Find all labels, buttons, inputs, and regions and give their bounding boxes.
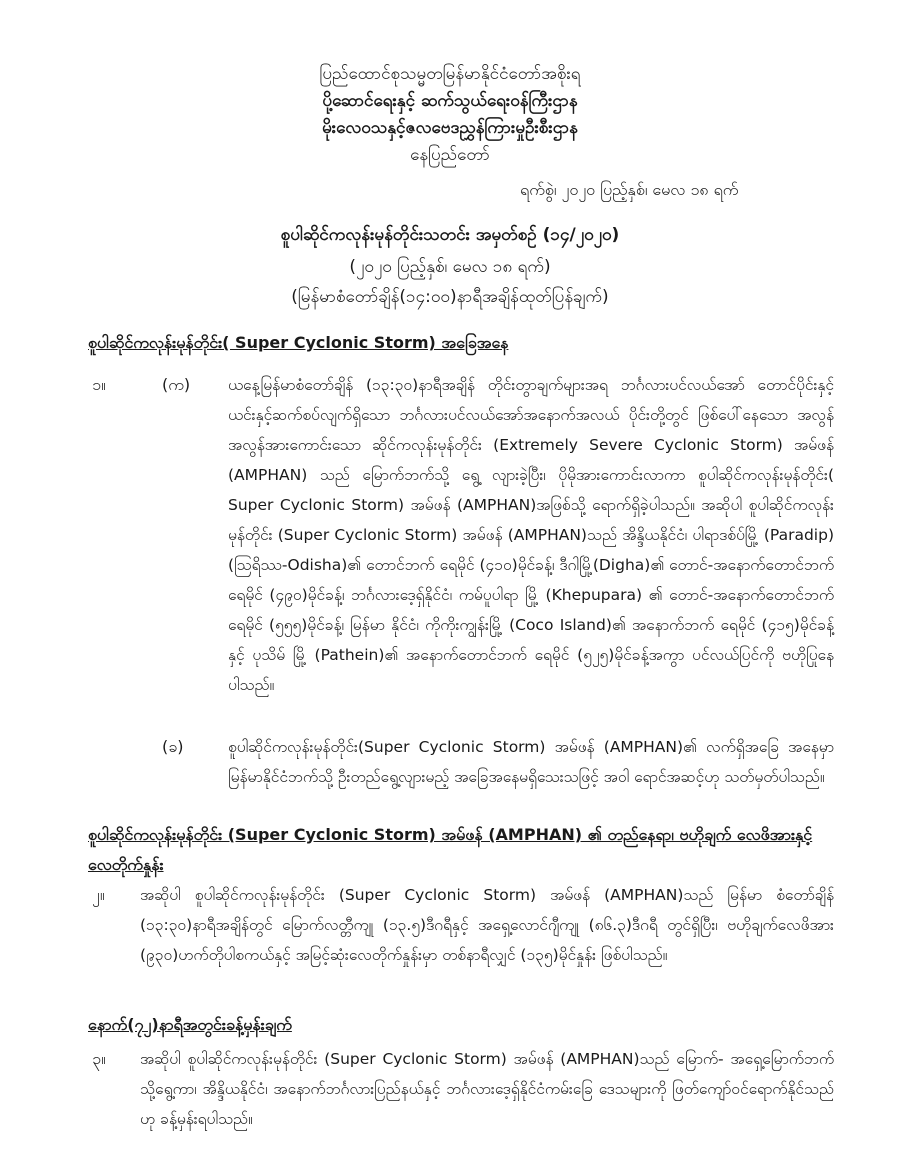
section2-text: အဆိုပါ စူပါဆိုင်ကလုန်းမုန်တိုင်း (Super Cyclonic Storm) အမ်ဖန် (AMPHAN)သည် မြန်မာ စံတော်ချိန် (၁၃:၃၀)နာရီအချိန်တွင် မြောက်လတ္တီကျု (၁၃.၅)ဒီဂရီနှင့် အရှေ့လောင်ဂျီကျု (၈၆.၃)ဒီဂရီ တွင်ရှိပြီး၊ ဗဟိုချက်လေဖိအား (၉၃၀)ဟက်တိုပါစကယ်နှင့် အမြင့်ဆုံးလေတိုက်နှုန်းမှာ တစ်နာရီလျှင် (၁၃၅)မိုင်နှုန်း ဖြစ်ပါသည်။: [140, 886, 834, 964]
city-name: နေပြည်တော်: [410, 145, 490, 165]
bulletin-issue-time: (မြန်မာစံတော်ချိန်(၁၄:၀၀)နာရီအချိန်ထုတ်ပြန်ချက်): [291, 287, 609, 307]
bulletin-title: စူပါဆိုင်ကလုန်းမုန်တိုင်းသတင်း အမှတ်စဉ် (၁၄/၂၀၂၀): [280, 225, 620, 245]
government-title: ပြည်ထောင်စုသမ္မတမြန်မာနိုင်ငံတော်အစိုးရ: [319, 64, 581, 84]
section3-number: ၃။: [92, 1049, 106, 1068]
section3-text: အဆိုပါ စူပါဆိုင်ကလုန်းမုန်တိုင်း (Super Cyclonic Storm) အမ်ဖန် (AMPHAN)သည် မြောက်- အရှေ့မြောက်ဘက်သို့ရွေ့ကာ၊ အိန္ဒိယနိုင်ငံ၊ အနောက်ဘင်္ဂလားပြည်နယ်နှင့် ဘင်္ဂလားဒေ့ရှ်နိုင်ငံကမ်းခြေ ဒေသများကို ဖြတ်ကျော်ဝင်ရောက်နိုင်သည်ဟု ခန့်မှန်းရပါသည်။: [140, 1050, 834, 1128]
section1b-text: စူပါဆိုင်ကလုန်းမုန်တိုင်း(Super Cyclonic Storm) အမ်ဖန် (AMPHAN)၏ လက်ရှိအခြေ အနေမှာ မြန်မာနိုင်ငံဘက်သို့ ဦးတည်ရွေ့လျားမည့် အခြေအနေမရှိသေးသဖြင့် အဝါ ရောင်အဆင့်ဟု သတ်မှတ်ပါသည်။: [228, 738, 834, 786]
section1a-text: ယနေ့မြန်မာစံတော်ချိန် (၁၃:၃၀)နာရီအချိန် တိုင်းတွာချက်များအရ ဘင်္ဂလားပင်လယ်အော် တောင်ပိုင်းနှင့် ယင်းနှင့်ဆက်စပ်လျက်ရှိသော ဘင်္ဂလားပင်လယ်အော်အနောက်အလယ် ပိုင်းတို့တွင် ဖြစ်ပေါ်နေသော အလွန်အလွန်အားကောင်းသော ဆိုင်ကလုန်းမုန်တိုင်း (Extremely Severe Cyclonic Storm) အမ်ဖန် (AMPHAN) သည် မြောက်ဘက်သို့ ရွေ့ လျားခဲ့ပြီး၊ ပိုမိုအားကောင်းလာကာ စူပါဆိုင်ကလုန်းမုန်တိုင်း( Super Cyclonic Storm) အမ်ဖန် (AMPHAN)အဖြစ်သို့ ရောက်ရှိခဲ့ပါသည်။ အဆိုပါ စူပါဆိုင်ကလုန်းမုန်တိုင်း (Super Cyclonic Storm) အမ်ဖန် (AMPHAN)သည် အိန္ဒိယနိုင်ငံ၊ ပါရာဒစ်ပ်မြို့ (Paradip) (ဩရိဿ-Odisha)၏ တောင်ဘက် ရေမိုင် (၄၁၀)မိုင်ခန့်၊ ဒီဂါမြို့(Digha)၏ တောင်-အနောက်တောင်ဘက် ရေမိုင် (၄၉၀)မိုင်ခန့်၊ ဘင်္ဂလားဒေ့ရှ်နိုင်ငံ၊ ကမ်ပူပါရာ မြို့ (Khepupara) ၏ တောင်-အနောက်တောင်ဘက် ရေမိုင် (၅၅၅)မိုင်ခန့်၊ မြန်မာ နိုင်ငံ၊ ကိုကိုးကျွန်းမြို့ (Coco Island)၏ အနောက်ဘက် ရေမိုင် (၄၁၅)မိုင်ခန့်နှင့် ပုသိမ် မြို့ (Pathein)၏ အနောက်တောင်ဘက် ရေမိုင် (၅၂၅)မိုင်ခန့်အကွာ ပင်လယ်ပြင်ကို ဗဟိုပြုနေပါသည်။: [228, 376, 834, 694]
section1-heading: စူပါဆိုင်ကလုန်းမုန်တိုင်း( Super Cyclonic Storm) အခြေအနေ: [88, 333, 509, 352]
section1b-label: (ခ): [162, 737, 184, 756]
section1a-label: (က): [162, 375, 191, 394]
section3-heading: နောက်(၇၂)နာရီအတွင်းခန့်မှန်းချက်: [88, 1015, 292, 1034]
ministry-title: ပို့ဆောင်ရေးနှင့် ဆက်သွယ်ရေးဝန်ကြီးဌာန: [322, 91, 578, 111]
date-line: ရက်စွဲ၊ ၂၀၂၀ ပြည့်နှစ်၊ မေလ ၁၈ ရက်: [520, 180, 739, 199]
section2-heading: စူပါဆိုင်ကလုန်းမုန်တိုင်း (Super Cyclonic Storm) အမ်ဖန် (AMPHAN) ၏ တည်နေရာ၊ ဗဟိုချက် လေဖိအားနှင့် လေတိုက်နှုန်း: [88, 825, 813, 874]
section2-number: ၂။: [92, 885, 105, 904]
bulletin-date: (၂၀၂၀ ပြည့်နှစ်၊ မေလ ၁၈ ရက်): [349, 257, 551, 277]
department-title: မိုးလေဝသနှင့်ဇလဗေဒညွှန်ကြားမှုဦးစီးဌာန: [322, 118, 578, 138]
section1-number: ၁။: [92, 375, 106, 394]
